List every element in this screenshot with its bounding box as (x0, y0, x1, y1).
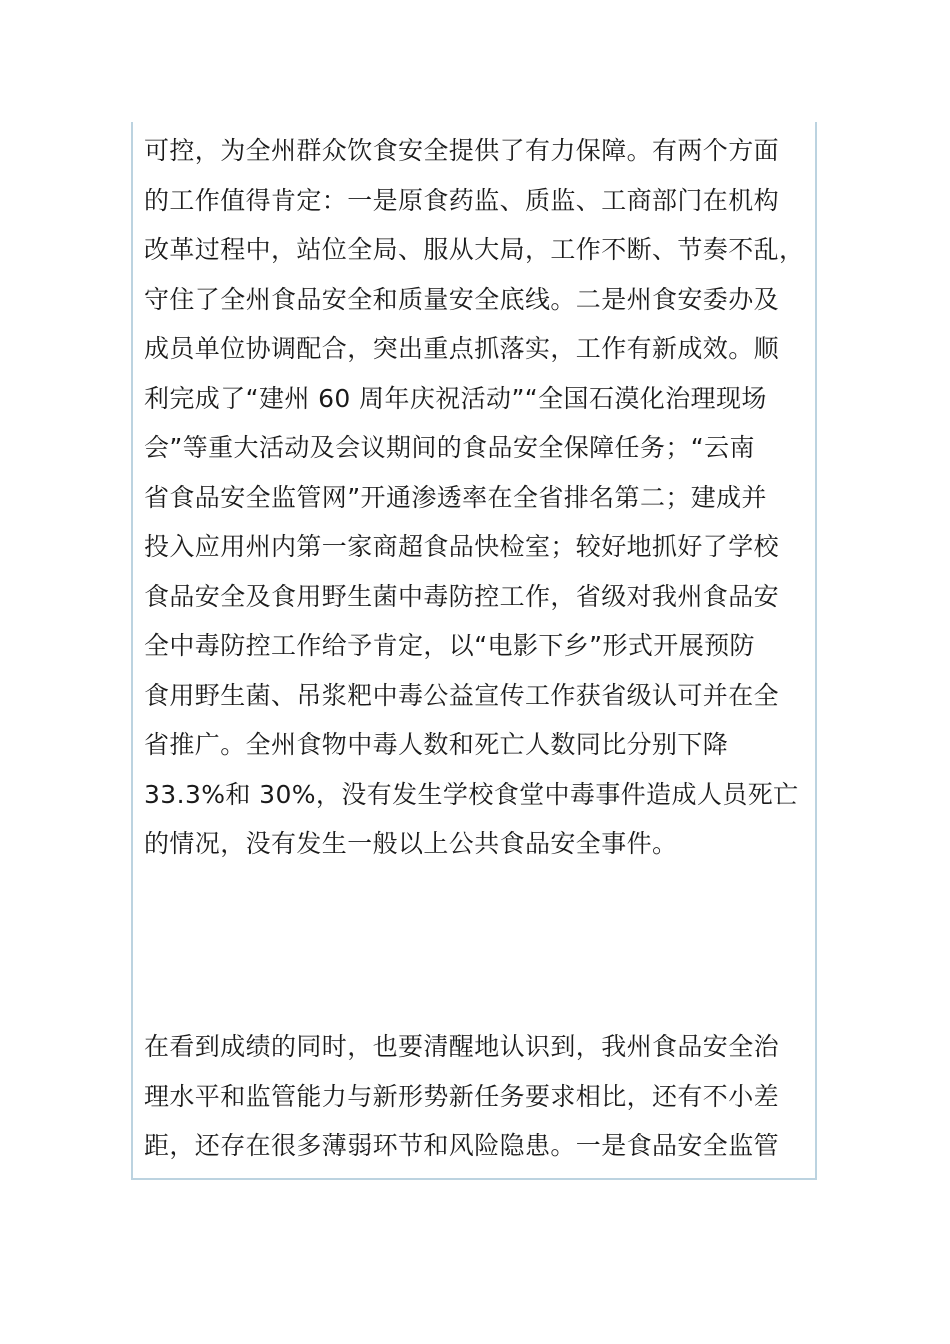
text-line: 可控，为全州群众饮食安全提供了有力保障。有两个方面 (144, 136, 780, 165)
text-line: 全中毒防控工作给予肯定，以“电影下乡”形式开展预防 (144, 631, 755, 660)
text-line: 食用野生菌、吊浆粑中毒公益宣传工作获省级认可并在全 (144, 680, 780, 710)
text-line: 成员单位协调配合，突出重点抓落实，工作有新成效。顺 (144, 334, 780, 363)
text-line: 的情况，没有发生一般以上公共食品安全事件。 (144, 829, 678, 858)
text-line: 会”等重大活动及会议期间的食品安全保障任务；“云南 (144, 433, 755, 462)
text-line: 省推广。全州食物中毒人数和死亡人数同比分别下降 (144, 730, 729, 759)
text-line: 食品安全及食用野生菌中毒防控工作，省级对我州食品安 (144, 581, 780, 611)
text-line: 33.3%和 30%，没有发生学校食堂中毒事件造成人员死亡 (144, 779, 799, 809)
body-paragraph-1 (144, 126, 804, 869)
text-line: 距，还存在很多薄弱环节和风险隐患。一是食品安全监管 (144, 1131, 780, 1160)
text-line: 投入应用州内第一家商超食品快检室；较好地抓好了学校 (144, 532, 780, 561)
text-line: 的工作值得肯定：一是原食药监、质监、工商部门在机构 (144, 185, 780, 215)
text-line: 省食品安全监管网”开通渗透率在全省排名第二；建成并 (144, 482, 767, 512)
text-line: 改革过程中，站位全局、服从大局，工作不断、节奏不乱， (144, 235, 805, 264)
text-line: 利完成了“建州 60 周年庆祝活动”“全国石漠化治理现场 (144, 383, 767, 413)
text-line: 守住了全州食品安全和质量安全底线。二是州食安委办及 (144, 284, 780, 314)
body-paragraph-2 (144, 1022, 804, 1171)
text-line: 理水平和监管能力与新形势新任务要求相比，还有不小差 (144, 1081, 780, 1111)
text-line: 在看到成绩的同时，也要清醒地认识到，我州食品安全治 (144, 1032, 780, 1061)
